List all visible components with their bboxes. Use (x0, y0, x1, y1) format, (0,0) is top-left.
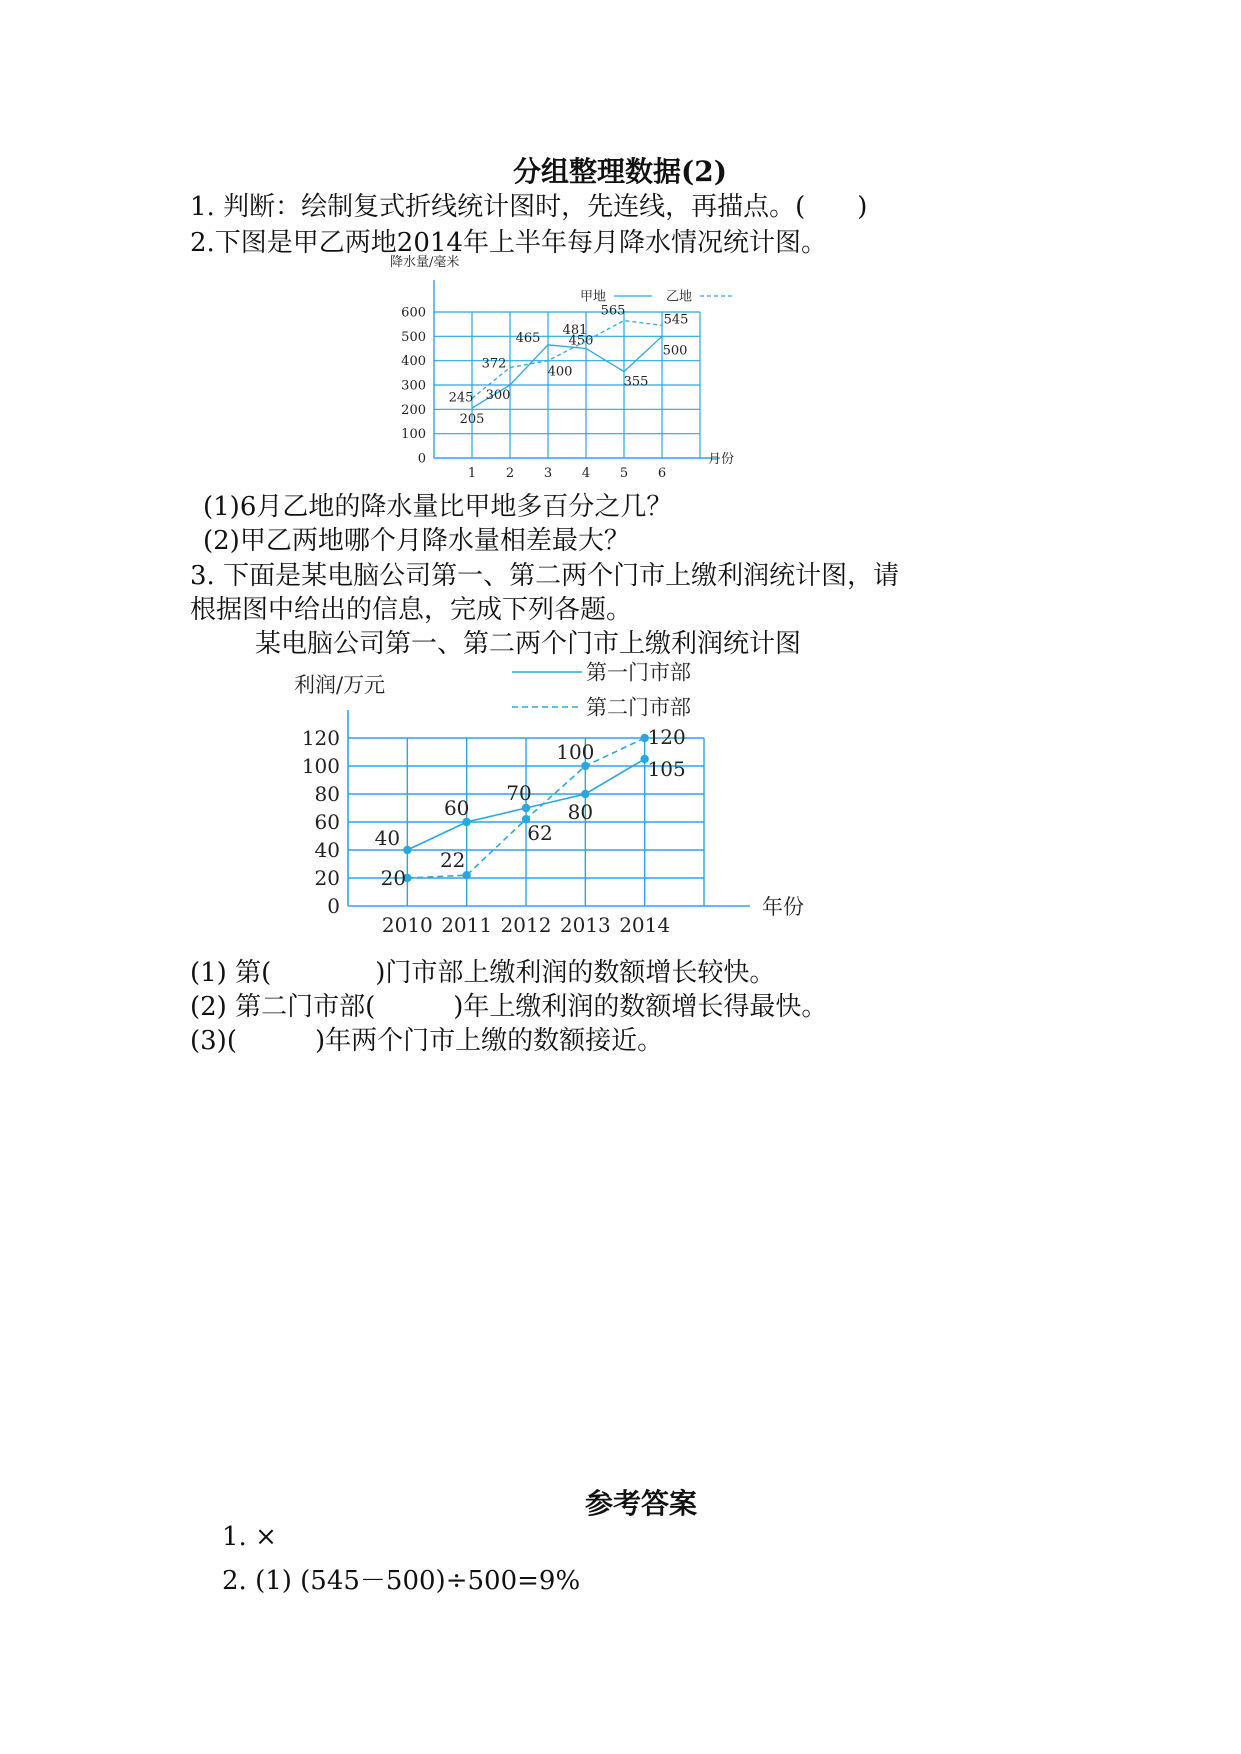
data-label: 120 (647, 725, 686, 749)
legend-label: 乙地 (666, 289, 693, 305)
data-point (581, 790, 589, 798)
question-2: 2.下图是甲乙两地2014年上半年每月降水情况统计图。 (190, 228, 827, 258)
chart-2-title: 某电脑公司第一、第二两个门市上缴利润统计图 (255, 629, 802, 659)
question-3-line-1: 3. 下面是某电脑公司第一、第二两个门市上缴利润统计图，请 (190, 561, 900, 591)
data-label: 60 (443, 796, 470, 820)
y-tick-label: 400 (401, 354, 426, 370)
y-tick-label: 100 (301, 754, 340, 778)
x-tick-label: 2011 (441, 913, 493, 937)
page-title: 分组整理数据(2) (513, 155, 727, 188)
y-tick-label: 20 (314, 866, 340, 890)
data-label: 565 (600, 303, 626, 319)
data-point (522, 804, 530, 812)
data-label: 22 (439, 848, 466, 873)
y-tick-label: 120 (301, 726, 340, 750)
x-axis-label: 年份 (762, 895, 804, 919)
data-label: 545 (663, 312, 689, 328)
data-point (462, 871, 470, 879)
data-point (403, 846, 411, 854)
answer-2: 2. (1) (545－500)÷500=9% (222, 1566, 581, 1596)
question-3-line-2: 根据图中给出的信息，完成下列各题。 (190, 595, 633, 625)
y-tick-label: 0 (417, 451, 426, 467)
x-tick-label: 5 (619, 466, 629, 481)
x-tick-label: 3 (543, 466, 553, 481)
legend-label: 第二门市部 (586, 695, 691, 720)
data-label: 300 (485, 388, 511, 403)
data-label: 500 (662, 343, 688, 359)
data-label: 105 (647, 757, 686, 781)
question-2-sub-1: (1)6月乙地的降水量比甲地多百分之几？ (203, 492, 673, 522)
data-label: 40 (374, 826, 401, 850)
legend-label: 第一门市部 (586, 660, 691, 685)
data-label: 450 (568, 333, 594, 349)
question-2-sub-2: (2)甲乙两地哪个月降水量相差最大？ (203, 526, 630, 556)
y-tick-label: 200 (401, 402, 426, 418)
y-tick-label: 80 (314, 782, 340, 806)
data-label: 372 (481, 356, 507, 372)
y-tick-label: 600 (401, 305, 426, 321)
data-label: 465 (515, 330, 541, 346)
legend-label: 甲地 (580, 289, 607, 305)
data-label: 481 (562, 322, 588, 338)
x-tick-label: 2012 (500, 913, 552, 937)
x-tick-label: 2013 (559, 913, 611, 937)
question-3-sub-2: (2) 第二门市部( )年上缴利润的数额增长得最快。 (190, 992, 828, 1022)
y-tick-label: 0 (327, 894, 340, 918)
y-tick-label: 40 (314, 838, 340, 862)
x-tick-label: 1 (467, 466, 477, 481)
data-label: 62 (527, 821, 553, 846)
answer-title: 参考答案 (585, 1487, 698, 1520)
y-axis-label: 利润/万元 (294, 673, 386, 697)
x-tick-label: 6 (657, 466, 667, 481)
x-axis-label: 月份 (708, 452, 735, 468)
data-label: 70 (506, 781, 532, 805)
data-label: 400 (547, 364, 573, 380)
data-label: 205 (459, 412, 485, 428)
question-1: 1. 判断：绘制复式折线统计图时，先连线，再描点。( ) (190, 192, 868, 222)
data-label: 20 (380, 866, 407, 890)
x-tick-label: 2 (505, 466, 515, 481)
x-tick-label: 4 (581, 466, 591, 481)
x-tick-label: 2010 (381, 913, 433, 937)
y-axis-label: 降水量/毫米 (390, 255, 460, 270)
y-tick-label: 500 (401, 329, 426, 345)
y-tick-label: 300 (401, 378, 426, 394)
data-label: 80 (567, 800, 594, 824)
y-tick-label: 100 (401, 427, 426, 443)
question-3-sub-3: (3)( )年两个门市上缴的数额接近。 (190, 1026, 664, 1056)
question-3-sub-1: (1) 第( )门市部上缴利润的数额增长较快。 (190, 958, 776, 988)
data-label: 245 (448, 390, 474, 406)
data-label: 100 (556, 740, 595, 764)
rainfall-line-chart (390, 252, 760, 484)
answer-1: 1. × (222, 1522, 277, 1552)
x-tick-label: 2014 (619, 913, 671, 937)
y-tick-label: 60 (314, 810, 340, 834)
data-label: 355 (623, 374, 649, 390)
profit-line-chart (290, 660, 850, 950)
